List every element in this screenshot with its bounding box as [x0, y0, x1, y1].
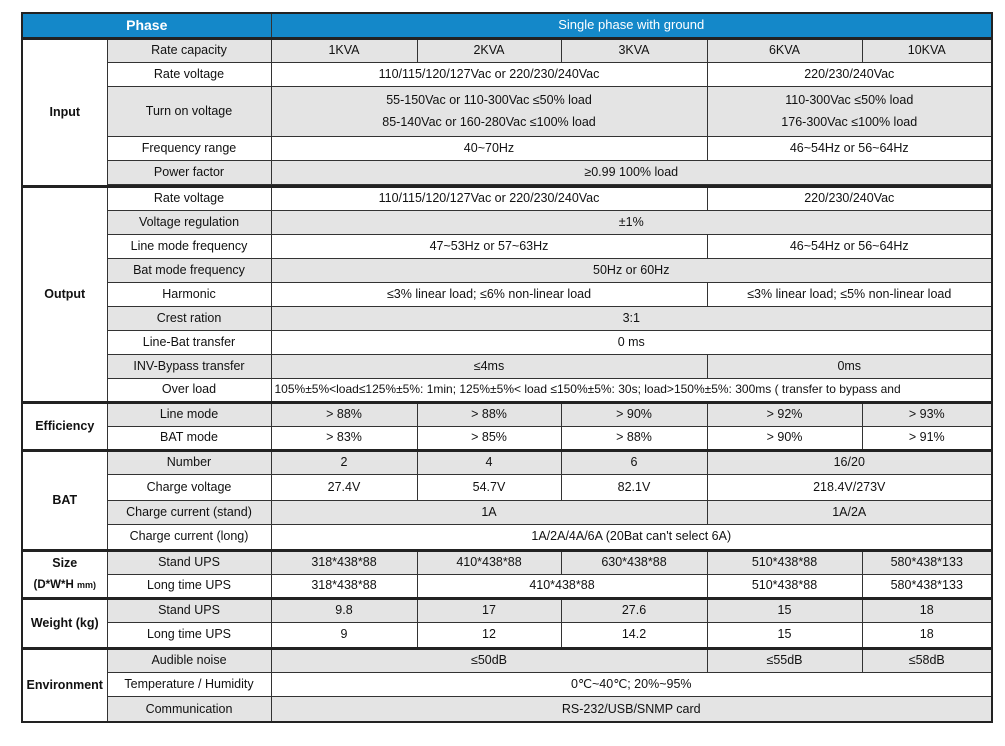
table-cell: > 92%: [707, 402, 862, 426]
table-cell: 0ms: [707, 354, 992, 378]
table-cell: 220/230/240Vac: [707, 62, 992, 86]
table-cell: 27.6: [561, 598, 707, 622]
row-label: Line mode frequency: [107, 234, 271, 258]
row-label: Long time UPS: [107, 574, 271, 598]
table-row: [22, 62, 992, 86]
table-cell: 1A: [271, 500, 707, 524]
row-label: INV-Bypass transfer: [107, 354, 271, 378]
table-cell: 82.1V: [561, 474, 707, 500]
table-cell: 4: [417, 450, 561, 474]
row-label: Over load: [107, 378, 271, 402]
row-label: Power factor: [107, 160, 271, 184]
table-cell: 510*438*88: [707, 574, 862, 598]
table-row: [22, 622, 992, 648]
ups-spec-table: [21, 12, 993, 723]
table-cell: 1A/2A: [707, 500, 992, 524]
table-cell: > 83%: [271, 426, 417, 450]
table-cell: 6: [561, 450, 707, 474]
turn-on-low-1: 55-150Vac or 110-300Vac ≤50% load: [386, 92, 592, 107]
group-environment: Environment: [22, 648, 107, 722]
table-cell: 110/115/120/127Vac or 220/230/240Vac: [271, 186, 707, 210]
table-cell: 46~54Hz or 56~64Hz: [707, 234, 992, 258]
table-cell: 410*438*88: [417, 550, 561, 574]
table-cell: 410*438*88: [417, 574, 707, 598]
row-label: Temperature / Humidity: [107, 672, 271, 696]
row-label: Line mode: [107, 402, 271, 426]
table-cell: 1A/2A/4A/6A (20Bat can't select 6A): [271, 524, 992, 550]
table-cell: 6KVA: [707, 38, 862, 62]
row-label: Frequency range: [107, 136, 271, 160]
table-cell: 3:1: [271, 306, 992, 330]
row-label: Charge current (stand): [107, 500, 271, 524]
table-cell: 3KVA: [561, 38, 707, 62]
table-cell: 105%±5%<load≤125%±5%: 1min; 125%±5%< load ≤150%±5%: 30s; load>150%±5%: 300ms ( transfer to bypass and: [271, 378, 992, 402]
table-row: [22, 330, 992, 354]
table-cell: 27.4V: [271, 474, 417, 500]
table-cell: [271, 86, 707, 136]
group-bat: BAT: [22, 450, 107, 550]
row-label: Bat mode frequency: [107, 258, 271, 282]
table-cell: 18: [862, 622, 992, 648]
table-row: [22, 696, 992, 722]
row-label: Stand UPS: [107, 550, 271, 574]
table-cell: 220/230/240Vac: [707, 186, 992, 210]
row-label: Crest ration: [107, 306, 271, 330]
row-label: Charge current (long): [107, 524, 271, 550]
table-cell: 9.8: [271, 598, 417, 622]
table-row: [22, 136, 992, 160]
table-cell: 47~53Hz or 57~63Hz: [271, 234, 707, 258]
table-cell: ≥0.99 100% load: [271, 160, 992, 184]
table-cell: > 88%: [271, 402, 417, 426]
table-cell: ≤4ms: [271, 354, 707, 378]
table-cell: ≤58dB: [862, 648, 992, 672]
row-label: Voltage regulation: [107, 210, 271, 234]
group-input: Input: [22, 38, 107, 186]
table-row: [22, 574, 992, 598]
table-cell: ≤55dB: [707, 648, 862, 672]
table-row: [22, 648, 992, 672]
phase-value: Single phase with ground: [271, 13, 992, 38]
row-label: Number: [107, 450, 271, 474]
table-row: [22, 234, 992, 258]
table-cell: 16/20: [707, 450, 992, 474]
header-row: [22, 13, 992, 38]
table-cell: > 91%: [862, 426, 992, 450]
table-row: [22, 550, 992, 574]
size-sub: (D*W*H: [33, 578, 74, 591]
group-efficiency: Efficiency: [22, 402, 107, 450]
table-row: [22, 598, 992, 622]
table-cell: 54.7V: [417, 474, 561, 500]
table-row: [22, 402, 992, 426]
row-label: Long time UPS: [107, 622, 271, 648]
turn-on-high-1: 110-300Vac ≤50% load: [785, 92, 914, 107]
turn-on-low-2: 85-140Vac or 160-280Vac ≤100% load: [382, 115, 596, 129]
table-cell: 50Hz or 60Hz: [271, 258, 992, 282]
size-title: Size: [52, 556, 78, 571]
row-label: Line-Bat transfer: [107, 330, 271, 354]
table-row: [22, 210, 992, 234]
table-row: [22, 160, 992, 184]
phase-label: Phase: [22, 13, 271, 38]
table-row: [22, 354, 992, 378]
group-output: Output: [22, 186, 107, 402]
table-cell: > 88%: [417, 402, 561, 426]
table-cell: ≤3% linear load; ≤6% non-linear load: [271, 282, 707, 306]
table-cell: 9: [271, 622, 417, 648]
table-row: [22, 450, 992, 474]
table-row: [22, 524, 992, 550]
table-cell: > 88%: [561, 426, 707, 450]
row-label: Communication: [107, 696, 271, 722]
row-label: Stand UPS: [107, 598, 271, 622]
table-cell: 46~54Hz or 56~64Hz: [707, 136, 992, 160]
table-cell: 630*438*88: [561, 550, 707, 574]
table-cell: 318*438*88: [271, 574, 417, 598]
table-row: [22, 672, 992, 696]
turn-on-high-2: 176-300Vac ≤100% load: [781, 115, 918, 129]
table-cell: 0 ms: [271, 330, 992, 354]
table-cell: 15: [707, 598, 862, 622]
row-label: Charge voltage: [107, 474, 271, 500]
group-size: [22, 550, 107, 598]
table-cell: 110/115/120/127Vac or 220/230/240Vac: [271, 62, 707, 86]
table-row: [22, 282, 992, 306]
table-cell: 218.4V/273V: [707, 474, 992, 500]
table-row: [22, 426, 992, 450]
table-row: [22, 86, 992, 136]
table-cell: 40~70Hz: [271, 136, 707, 160]
table-cell: 10KVA: [862, 38, 992, 62]
table-row: [22, 258, 992, 282]
group-weight: Weight (kg): [22, 598, 107, 648]
row-label: Harmonic: [107, 282, 271, 306]
table-cell: > 85%: [417, 426, 561, 450]
table-cell: ≤3% linear load; ≤5% non-linear load: [707, 282, 992, 306]
table-cell: RS-232/USB/SNMP card: [271, 696, 992, 722]
table-row: [22, 474, 992, 500]
row-label: Rate voltage: [107, 62, 271, 86]
size-unit: mm): [76, 579, 96, 590]
row-label: Rate capacity: [107, 38, 271, 62]
table-cell: 15: [707, 622, 862, 648]
table-cell: > 90%: [561, 402, 707, 426]
table-row: [22, 306, 992, 330]
table-cell: ≤50dB: [271, 648, 707, 672]
table-cell: 580*438*133: [862, 574, 992, 598]
row-label: Audible noise: [107, 648, 271, 672]
row-label: Turn on voltage: [107, 86, 271, 136]
table-cell: 0℃~40℃; 20%~95%: [271, 672, 992, 696]
table-cell: 510*438*88: [707, 550, 862, 574]
table-row: [22, 38, 992, 62]
table-cell: 2KVA: [417, 38, 561, 62]
table-cell: 318*438*88: [271, 550, 417, 574]
row-label: Rate voltage: [107, 186, 271, 210]
row-label: BAT mode: [107, 426, 271, 450]
table-row: [22, 500, 992, 524]
table-cell: 18: [862, 598, 992, 622]
table-cell: 580*438*133: [862, 550, 992, 574]
table-cell: 14.2: [561, 622, 707, 648]
table-cell: [707, 86, 992, 136]
table-cell: ±1%: [271, 210, 992, 234]
table-cell: 1KVA: [271, 38, 417, 62]
table-cell: 17: [417, 598, 561, 622]
table-row: [22, 378, 992, 402]
table-cell: 12: [417, 622, 561, 648]
table-row: [22, 186, 992, 210]
size-subtitle: [25, 579, 105, 592]
table-cell: > 90%: [707, 426, 862, 450]
table-cell: 2: [271, 450, 417, 474]
table-cell: > 93%: [862, 402, 992, 426]
